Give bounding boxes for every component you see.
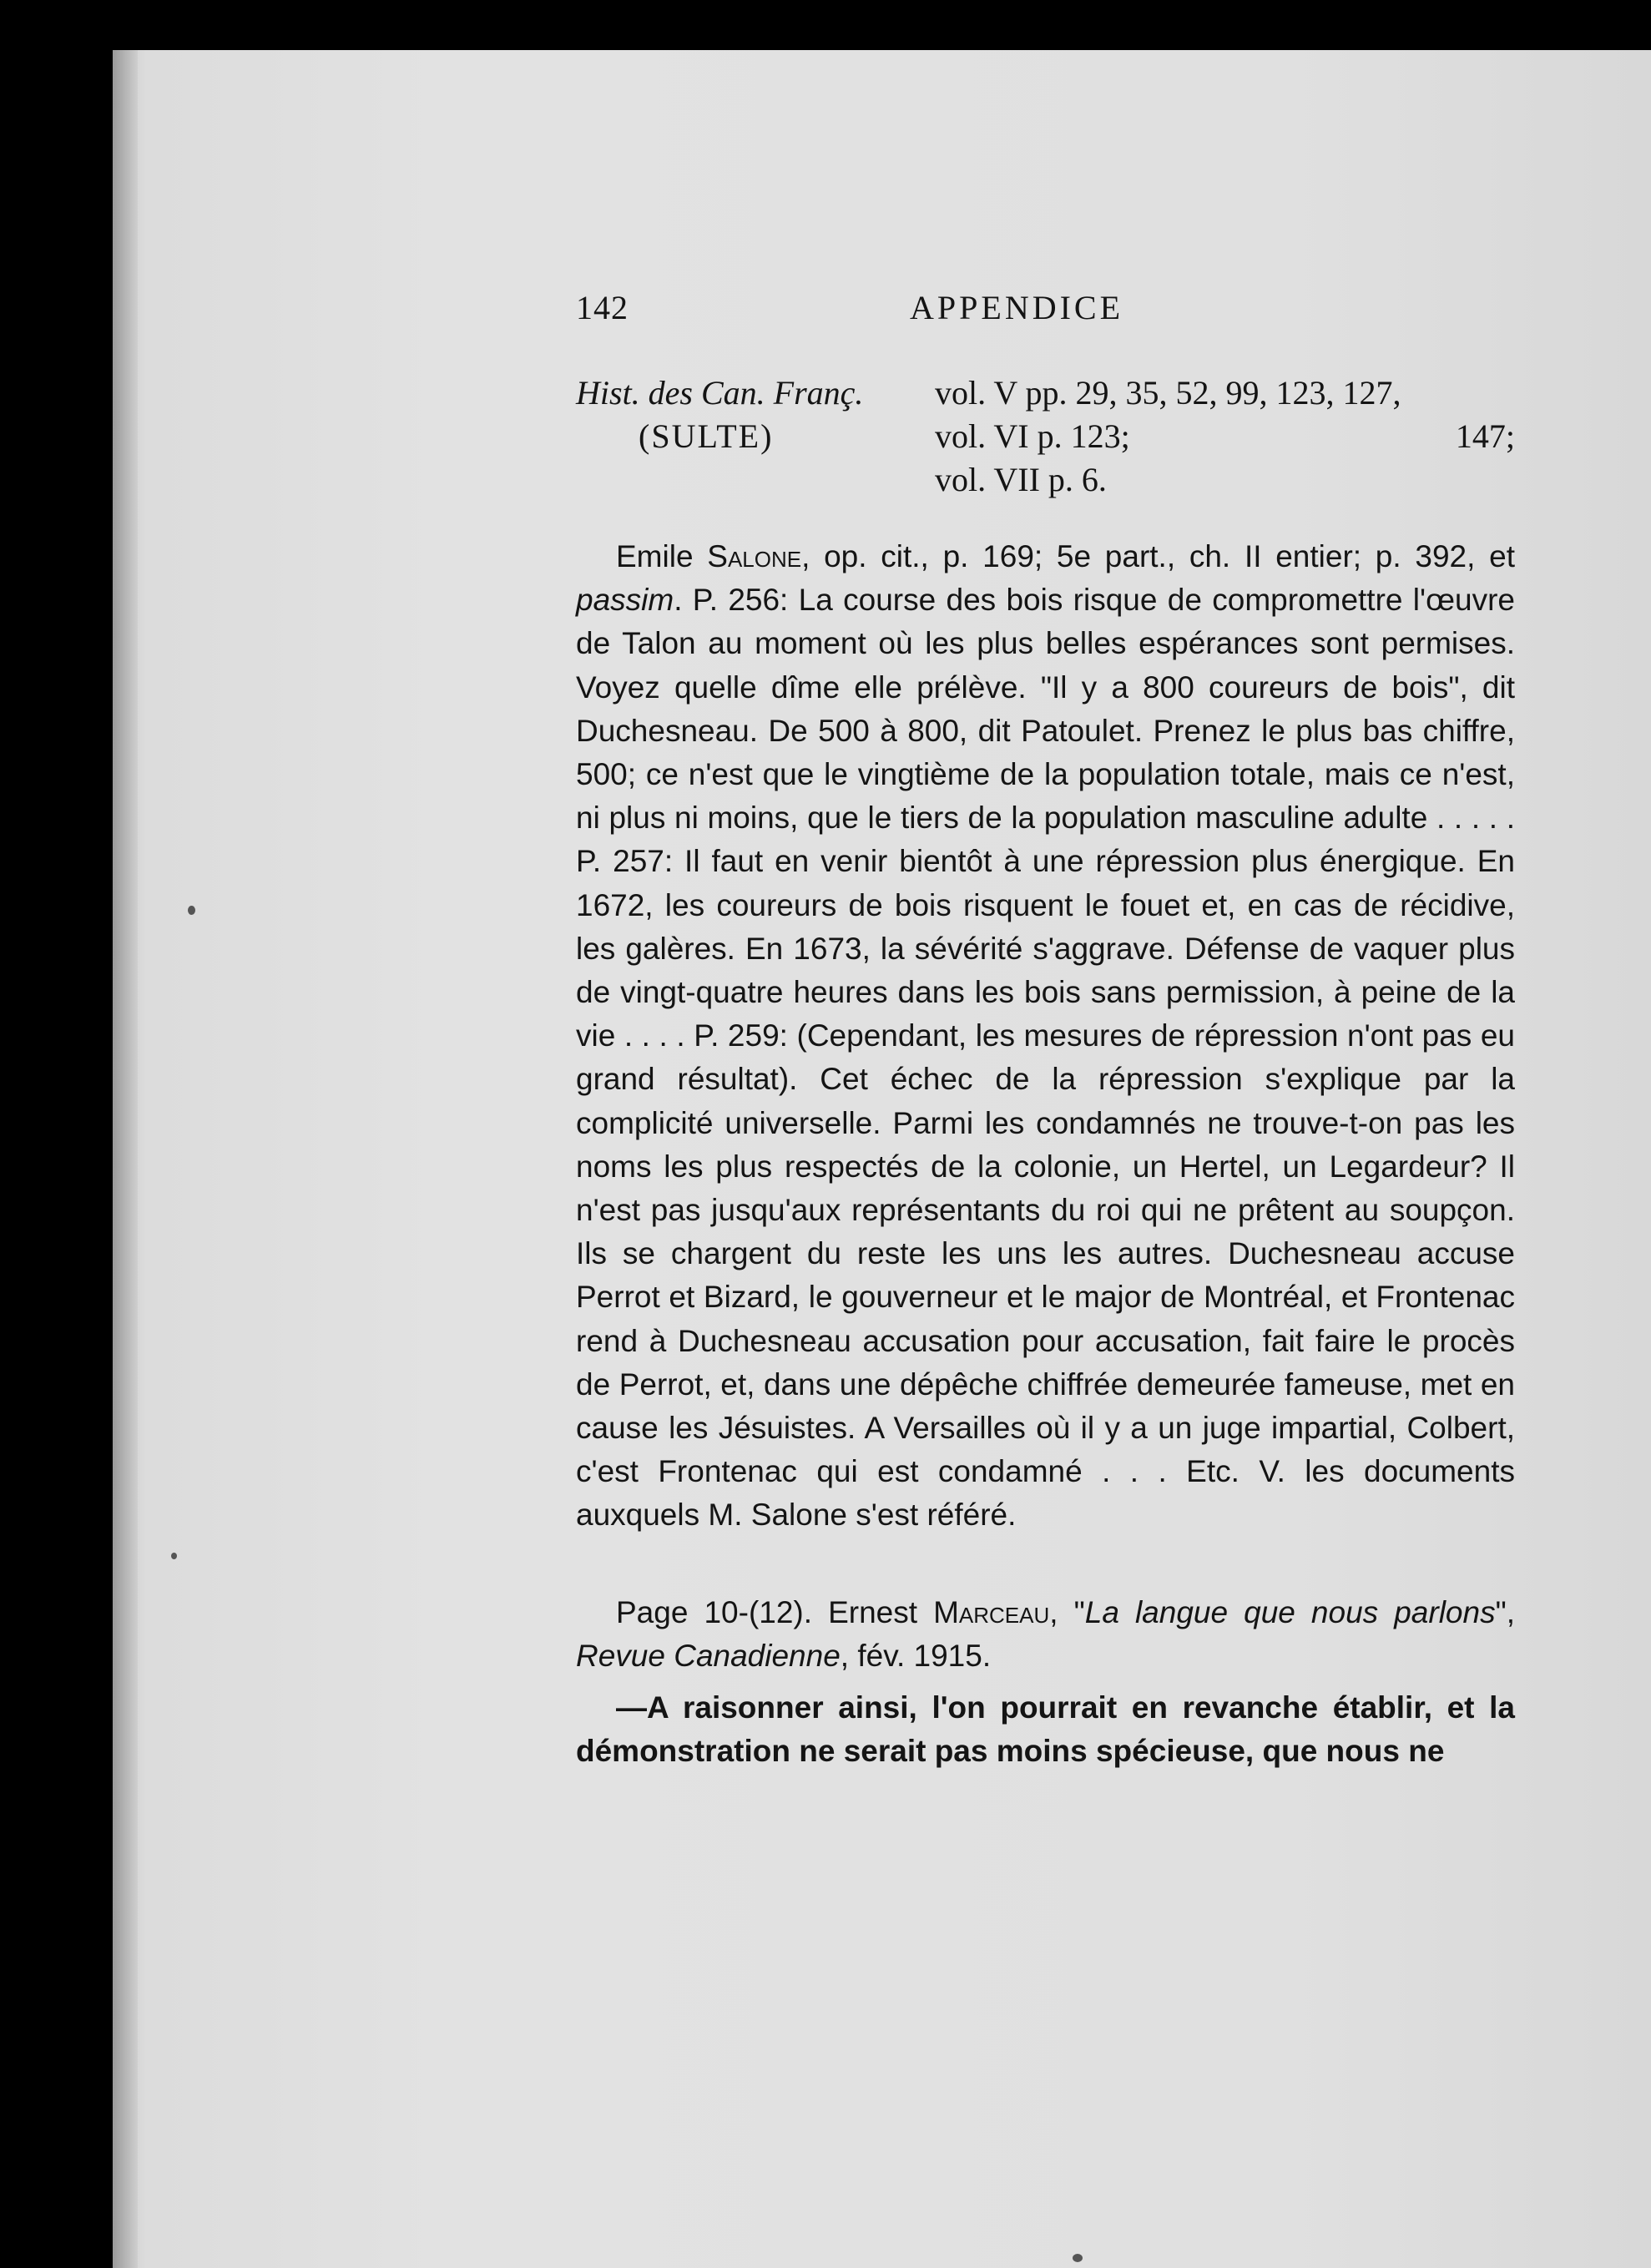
reference-spacer xyxy=(576,458,935,502)
author-name: Salone xyxy=(707,539,802,573)
reference-row xyxy=(935,371,1515,415)
paragraph-text: , fév. 1915. xyxy=(840,1638,992,1673)
author-name: Marceau xyxy=(933,1594,1050,1629)
scan-speck xyxy=(171,1553,177,1559)
reference-row xyxy=(935,458,1515,502)
reference-extra: 147; xyxy=(1455,417,1515,455)
reference-volume: vol. VII p. 6. xyxy=(935,461,1107,498)
reference-author: (SULTE) xyxy=(639,417,774,455)
reference-title: Hist. des Can. Franç. xyxy=(576,374,864,412)
reference-volume: vol. VI p. 123; xyxy=(935,417,1130,455)
reference-volume: vol. V pp. 29, 35, 52, 99, 123, 127, xyxy=(935,374,1401,412)
page-content xyxy=(576,288,1515,1773)
paragraph-marceau xyxy=(576,1591,1515,1678)
passim-word: passim xyxy=(576,583,674,618)
page-number: 142 xyxy=(576,289,629,326)
reference-block xyxy=(576,371,1515,502)
reference-row xyxy=(935,415,1515,458)
running-title: APPENDICE xyxy=(910,289,1124,326)
paragraph-lead: Page 10-(12). Ernest xyxy=(616,1594,934,1629)
page-binding-edge xyxy=(113,50,138,2268)
page-header xyxy=(576,288,1515,338)
paragraph-text: , " xyxy=(1049,1594,1085,1629)
paragraph-bold-quote: —A raisonner ainsi, l'on pourrait en revanche établir, et la démonstration ne serait pas moins spécieuse, que nous ne xyxy=(576,1690,1515,1769)
paragraph-text: ", xyxy=(1495,1594,1515,1629)
paragraph-text: , op. cit., p. 169; 5e part., ch. II entier; p. 392, et xyxy=(801,539,1515,573)
paragraph-salone xyxy=(576,535,1515,1538)
scan-speck xyxy=(188,906,195,915)
paragraph-lead: Emile xyxy=(616,539,708,573)
article-title: La langue que nous parlons xyxy=(1084,1594,1496,1629)
scan-speck xyxy=(1073,2254,1083,2262)
journal-title: Revue Canadienne xyxy=(576,1638,841,1673)
paragraph-text: . P. 256: La course des bois risque de compromettre l'œuvre de Talon au moment où les plus belles espérances sont permises. Voyez quelle dîme elle prélève. "Il y a 800 coureurs de bois", dit Duchesneau. De 500 à 800, dit Patoulet. Prenez le plus bas chiffre, 500; ce n'est que le vingtième de la population totale, mais ce n'est, ni plus ni moins, que le tiers de la population masculine adulte . . . . . P. 257: Il faut en venir bientôt à une répression plus énergique. En 1672, les coureurs de bois risquent le fouet et, en cas de récidive, les galères. En 1673, la sévérité s'aggrave. Défense de vaquer plus de vingt-quatre heures dans les bois sans permission, à peine de la vie . . . . P. 259: (Cependant, les mesures de répression n'ont pas eu grand résultat). Cet échec de la répression s'explique par la complicité universelle. Parmi les condamnés ne trouve-t-on pas les noms les plus respectés de la colonie, un Hertel, un Legardeur? Il n'est pas jusqu'aux représentants du roi qui ne prêtent au soupçon. Ils se chargent du reste les uns les autres. Duchesneau accuse Perrot et Bizard, le gouverneur et le major de Montréal, et Frontenac rend à Duchesneau accusation pour accusation, fait faire le procès de Perrot, et, dans une dépêche chiffrée demeurée fameuse, met en cause les Jésuistes. A Versailles où il y a un juge impartial, Colbert, c'est Frontenac qui est condamné . . . Etc. V. les documents auxquels M. Salone s'est référé. xyxy=(576,583,1515,1533)
